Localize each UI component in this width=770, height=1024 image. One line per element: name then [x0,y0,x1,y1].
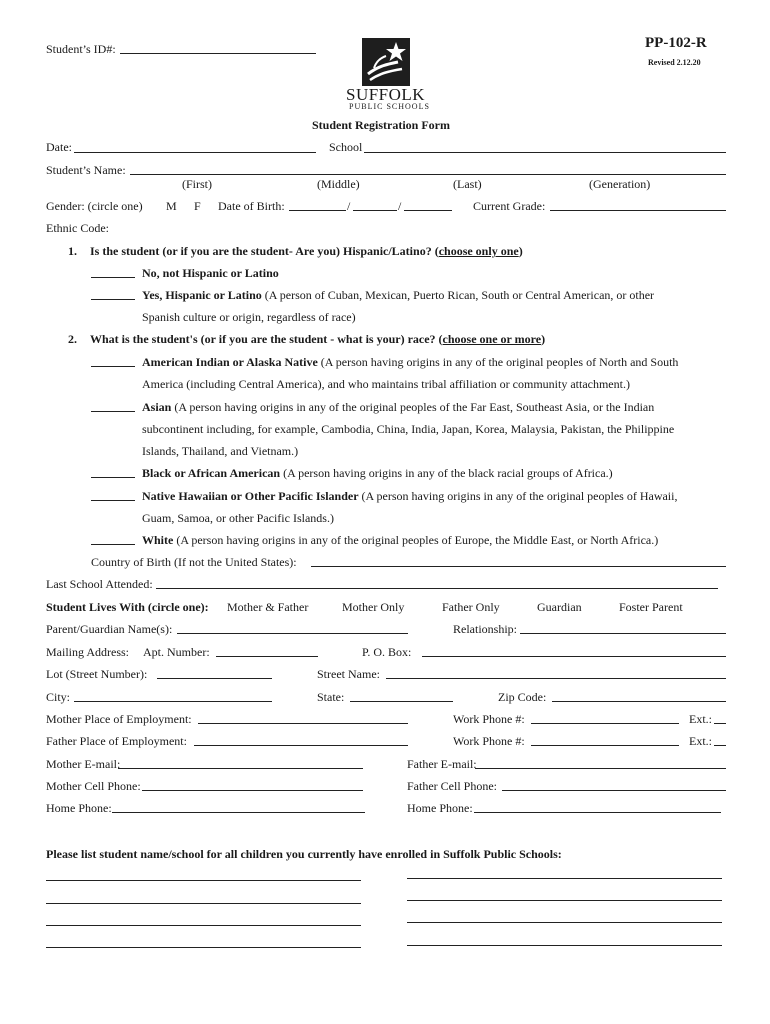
zip-code-field[interactable] [552,701,726,702]
city-field[interactable] [74,701,272,702]
father-email-label: Father E-mail: [407,757,477,771]
suffolk-logo [362,38,410,86]
father-email-field[interactable] [475,768,726,769]
revised-date: Revised 2.12.20 [648,58,701,67]
dob-separator-2: / [398,199,402,213]
lives-with-mother-father[interactable]: Mother & Father [227,600,309,614]
sibling-entry-field[interactable] [407,945,722,946]
race-asian-description-end: Islands, Thailand, and Vietnam.) [142,444,299,458]
star-swoosh-icon [362,38,410,86]
form-title: Student Registration Form [312,118,450,132]
logo-name: SUFFOLK [346,85,426,104]
race-black-blank[interactable] [91,477,135,478]
lives-with-foster-parent[interactable]: Foster Parent [619,600,683,614]
mother-cell-field[interactable] [142,790,363,791]
mother-cell-label: Mother Cell Phone: [46,779,141,793]
father-work-phone-label: Work Phone #: [453,734,525,748]
question-1-number: 1. [68,244,77,258]
mailing-address-label: Mailing Address: [46,645,129,659]
school-label: School [329,140,363,154]
race-asian-blank[interactable] [91,411,135,412]
dob-month-field[interactable] [289,210,346,211]
lives-with-guardian[interactable]: Guardian [537,600,582,614]
logo-subtitle: PUBLIC SCHOOLS [349,102,430,111]
apt-number-field[interactable] [216,656,318,657]
home-phone-label-left: Home Phone: [46,801,112,815]
country-of-birth-field[interactable] [311,566,726,567]
last-school-label: Last School Attended: [46,577,153,591]
hispanic-yes-option: Yes, Hispanic or Latino (A person of Cuban, Mexican, Puerto Rican, South or Central American, or other [142,288,655,302]
school-field[interactable] [364,152,726,153]
gender-option-f[interactable]: F [194,199,201,213]
race-white-option: White (A person having origins in any of the original peoples of Europe, the Middle East, or North Africa.) [142,533,659,547]
hispanic-yes-blank[interactable] [91,299,135,300]
question-2-text: What is the student's (or if you are the student - what is your) race? (choose one or more) [90,332,546,346]
sibling-entry-field[interactable] [407,900,722,901]
home-phone-label-right: Home Phone: [407,801,473,815]
lot-street-number-field[interactable] [157,678,272,679]
mother-work-phone-label: Work Phone #: [453,712,525,726]
country-of-birth-label: Country of Birth (If not the United States): [91,555,297,569]
father-cell-label: Father Cell Phone: [407,779,497,793]
question-1-text: Is the student (or if you are the student- Are you) Hispanic/Latino? (choose only one) [90,244,523,258]
po-box-field[interactable] [422,656,726,657]
race-asian-description: subcontinent including, for example, Cambodia, China, India, Japan, Korea, Malaysia, Pakistan, the Philippine [142,422,675,436]
siblings-prompt: Please list student name/school for all children you currently have enrolled in Suffolk Public Schools: [46,847,562,861]
apt-number-label: Apt. Number: [143,645,210,659]
mother-ext-label: Ext.: [689,712,712,726]
state-label: State: [317,690,345,704]
sibling-entry-field[interactable] [407,878,722,879]
last-name-caption: (Last) [453,177,482,191]
mother-work-phone-field[interactable] [531,723,679,724]
father-employment-label: Father Place of Employment: [46,734,187,748]
mother-email-label: Mother E-mail: [46,757,121,771]
mother-ext-field[interactable] [714,723,726,724]
sibling-entry-field[interactable] [46,947,361,948]
race-pacific-islander-blank[interactable] [91,500,135,501]
city-label: City: [46,690,71,704]
dob-day-field[interactable] [353,210,397,211]
sibling-entry-field[interactable] [46,880,361,881]
hispanic-no-blank[interactable] [91,277,135,278]
dob-separator-1: / [347,199,351,213]
gender-label: Gender: (circle one) [46,199,143,213]
student-name-label: Student’s Name: [46,163,126,177]
race-asian-option: Asian (A person having origins in any of the original peoples of the Far East, Southeast Asia, or the Indian [142,400,655,414]
date-label: Date: [46,140,72,154]
form-id: PP-102-R [645,35,707,51]
race-american-indian-description: America (including Central America), and who maintains tribal affiliation or community attachment.) [142,377,630,391]
question-2-number: 2. [68,332,77,346]
student-name-field[interactable] [130,174,726,175]
race-pacific-islander-option: Native Hawaiian or Other Pacific Islander (A person having origins in any of the original peoples of Hawaii, [142,489,678,503]
gender-option-m[interactable]: M [166,199,177,213]
home-phone-field-left[interactable] [112,812,365,813]
relationship-field[interactable] [520,633,726,634]
dob-label: Date of Birth: [218,199,285,213]
first-name-caption: (First) [182,177,212,191]
father-work-phone-field[interactable] [531,745,679,746]
race-american-indian-option: American Indian or Alaska Native (A person having origins in any of the original peoples of North and South [142,355,679,369]
hispanic-no-option: No, not Hispanic or Latino [142,266,279,280]
father-ext-field[interactable] [714,745,726,746]
race-white-blank[interactable] [91,544,135,545]
ethnic-code-label: Ethnic Code: [46,221,109,235]
mother-email-field[interactable] [118,768,363,769]
last-school-field[interactable] [156,588,718,589]
hispanic-yes-description: Spanish culture or origin, regardless of race) [142,310,356,324]
street-name-label: Street Name: [317,667,380,681]
current-grade-label: Current Grade: [473,199,546,213]
race-pacific-islander-description: Guam, Samoa, or other Pacific Islands.) [142,511,334,525]
lives-with-father-only[interactable]: Father Only [442,600,500,614]
race-black-option: Black or African American (A person having origins in any of the black racial groups of Africa.) [142,466,613,480]
mother-employment-label: Mother Place of Employment: [46,712,192,726]
generation-caption: (Generation) [589,177,651,191]
relationship-label: Relationship: [453,622,517,636]
state-field[interactable] [350,701,453,702]
sibling-entry-field[interactable] [46,925,361,926]
student-id-label: Student’s ID#: [46,42,116,56]
current-grade-field[interactable] [550,210,726,211]
father-employment-field[interactable] [194,745,408,746]
father-cell-field[interactable] [502,790,726,791]
po-box-label: P. O. Box: [362,645,412,659]
lot-street-number-label: Lot (Street Number): [46,667,148,681]
student-id-field[interactable] [120,53,316,54]
date-field[interactable] [74,152,316,153]
guardian-name-label: Parent/Guardian Name(s): [46,622,173,636]
street-name-field[interactable] [386,678,726,679]
guardian-name-field[interactable] [177,633,408,634]
sibling-entry-field[interactable] [407,922,722,923]
home-phone-field-right[interactable] [474,812,721,813]
sibling-entry-field[interactable] [46,903,361,904]
lives-with-label: Student Lives With (circle one): [46,600,209,614]
lives-with-mother-only[interactable]: Mother Only [342,600,405,614]
zip-code-label: Zip Code: [498,690,547,704]
father-ext-label: Ext.: [689,734,712,748]
dob-year-field[interactable] [404,210,452,211]
race-american-indian-blank[interactable] [91,366,135,367]
middle-name-caption: (Middle) [317,177,360,191]
mother-employment-field[interactable] [198,723,408,724]
